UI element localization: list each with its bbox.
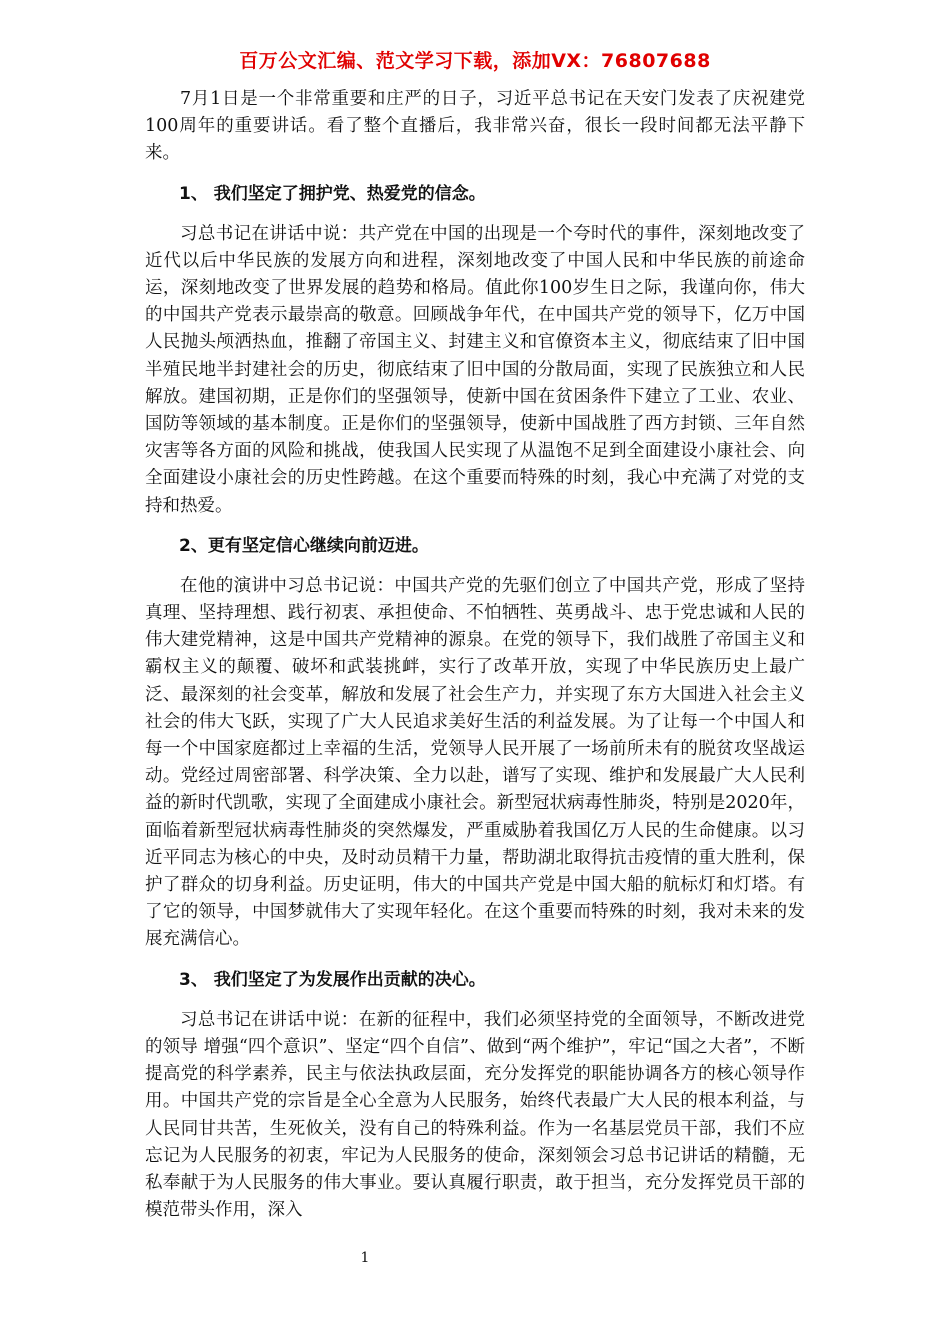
document-body: [145, 86, 805, 1224]
intro-paragraph: 7月1日是一个非常重要和庄严的日子，习近平总书记在天安门发表了庆祝建党100周年的重要讲话。看了整个直播后，我非常兴奋，很长一段时间都无法平静下来。: [145, 89, 805, 164]
promo-banner: 百万公文汇编、范文学习下载，添加VX：76807688: [239, 50, 711, 72]
section-paragraph-3: 习总书记在讲话中说：在新的征程中，我们必须坚持党的全面领导，不断改进党的领导 增强“四个意识”、坚定“四个自信”、做到“两个维护”，牢记“国之大者”，不断提高党的科学素养，民主与依法执政层面，充分发挥党的职能协调各方的核心领导作用。中国共产党的宗旨是全心全意为人民服务，始终代表最广大人民的根本利益，与人民同甘共苦，生死攸关，没有自己的特殊利益。作为一名基层党员干部，我们不应忘记为人民服务的初衷，牢记为人民服务的使命，深刻领会习总书记讲话的精髓，无私奉献于为人民服务的伟大事业。要认真履行职责，敢于担当，充分发挥党员干部的模范带头作用，深入: [145, 1009, 805, 1221]
section-heading-2: 2、更有坚定信心继续向前迈进。: [179, 535, 429, 556]
section-paragraph-1: 习总书记在讲话中说：共产党在中国的出现是一个夸时代的事件，深刻地改变了近代以后中华民族的发展方向和进程，深刻地改变了中国人民和中华民族的前途命运，深刻地改变了世界发展的趋势和格局。值此你100岁生日之际，我谨向你，伟大的中国共产党表示最崇高的敬意。回顾战争年代，在中国共产党的领导下，亿万中国人民抛头颅洒热血，推翻了帝国主义、封建主义和官僚资本主义，彻底结束了旧中国半殖民地半封建社会的历史，彻底结束了旧中国的分散局面，实现了民族独立和人民解放。建国初期，正是你们的坚强领导，使新中国在贫困条件下建立了工业、农业、国防等领域的基本制度。正是你们的坚强领导，使新中国战胜了西方封锁、三年自然灾害等各方面的风险和挑战，使我国人民实现了从温饱不足到全面建设小康社会、向全面建设小康社会的历史性跨越。在这个重要而特殊的时刻，我心中充满了对党的支持和热爱。: [145, 223, 805, 516]
section-heading-1: 1、 我们坚定了拥护党、热爱党的信念。: [179, 183, 486, 204]
section-heading-3: 3、 我们坚定了为发展作出贡献的决心。: [179, 969, 486, 990]
page-number: 1: [360, 1250, 370, 1266]
section-paragraph-2: 在他的演讲中习总书记说：中国共产党的先驱们创立了中国共产党，形成了坚持真理、坚持理想、践行初衷、承担使命、不怕牺牲、英勇战斗、忠于党忠诚和人民的伟大建党精神，这是中国共产党精神的源泉。在党的领导下，我们战胜了帝国主义和霸权主义的颠覆、破坏和武装挑衅，实行了改革开放，实现了中华民族历史上最广泛、最深刻的社会变革，解放和发展了社会生产力，并实现了东方大国进入社会主义社会的伟大飞跃，实现了广大人民追求美好生活的利益发展。为了让每一个中国人和每一个中国家庭都过上幸福的生活，党领导人民开展了一场前所未有的脱贫攻坚战运动。党经过周密部署、科学决策、全力以赴，谱写了实现、维护和发展最广大人民利益的新时代凯歌，实现了全面建成小康社会。新型冠状病毒性肺炎，特别是2020年，面临着新型冠状病毒性肺炎的突然爆发，严重威胁着我国亿万人民的生命健康。以习近平同志为核心的中央，及时动员精干力量，帮助湖北取得抗击疫情的重大胜利，保护了群众的切身利益。历史证明，伟大的中国共产党是中国大船的航标灯和灯塔。有了它的领导，中国梦就伟大了实现年轻化。在这个重要而特殊的时刻，我对未来的发展充满信心。: [145, 575, 805, 950]
